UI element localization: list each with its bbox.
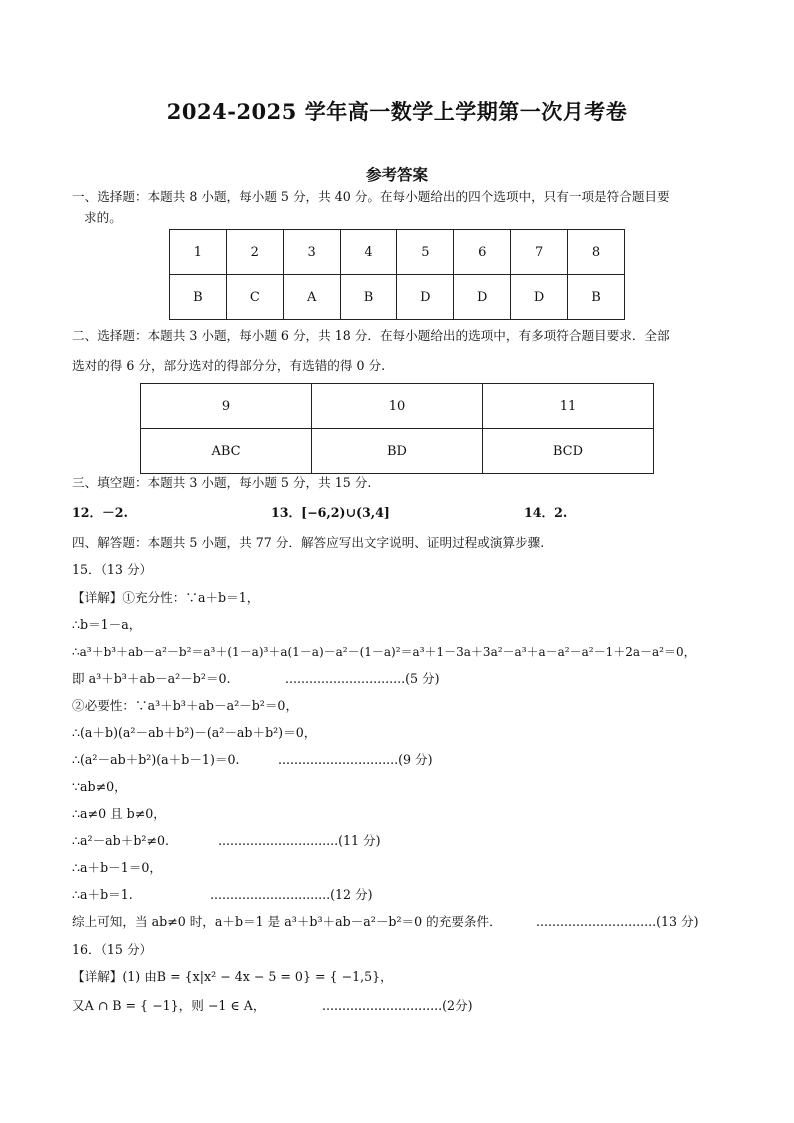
section2-intro-line1: 二、选择题：本题共 3 小题，每小题 6 分，共 18 分．在每小题给出的选项中，有多项符合题目要求．全部 — [72, 328, 670, 343]
answer-13: 13．[−6,2)∪(3,4] — [271, 505, 390, 520]
q15-line: ②必要性：∵a³＋b³＋ab－a²－b²＝0， — [72, 698, 299, 713]
page-title: 2024-2025 学年高一数学上学期第一次月考卷 — [166, 99, 628, 124]
q15-score: ..............................(13 分) — [536, 914, 699, 929]
q15-score: ..............................(11 分) — [218, 833, 381, 848]
table-cell: 5 — [397, 230, 454, 275]
q15-score: ..............................(5 分) — [285, 671, 440, 686]
table-cell: ABC — [141, 429, 312, 474]
q15-line: ∴a²－ab＋b²≠0. — [72, 833, 170, 848]
table-cell: 1 — [170, 230, 227, 275]
q15-line: ∴(a＋b)(a²－ab＋b²)－(a²－ab＋b²)＝0， — [72, 725, 317, 740]
q15-line: 即 a³＋b³＋ab－a²－b²＝0. — [72, 671, 231, 686]
table-cell: D — [511, 275, 568, 320]
table-cell: B — [340, 275, 397, 320]
section1-intro-line1: 一、选择题：本题共 8 小题，每小题 5 分，共 40 分。在每小题给出的四个选项中，只有一项是符合题目要 — [72, 189, 670, 204]
choice-answer-table-1 — [169, 229, 625, 320]
q15-score: ..............................(9 分) — [278, 752, 433, 767]
q15-score: ..............................(12 分) — [210, 887, 373, 902]
table-cell: D — [454, 275, 511, 320]
table-cell: 10 — [312, 384, 483, 429]
table-cell: B — [170, 275, 227, 320]
table-row — [141, 384, 654, 429]
table-row — [170, 230, 625, 275]
section4-intro: 四、解答题：本题共 5 小题，共 77 分．解答应写出文字说明、证明过程或演算步骤. — [72, 535, 545, 550]
table-cell: 3 — [283, 230, 340, 275]
q16-heading: 16．（15 分） — [72, 942, 153, 957]
q15-line: ∴a＋b＝1. — [72, 887, 133, 902]
table-row — [141, 429, 654, 474]
q15-line: 综上可知，当 ab≠0 时，a＋b＝1 是 a³＋b³＋ab－a²－b²＝0 的充要条件． — [72, 914, 502, 929]
section1-intro-line2: 求的。 — [84, 210, 122, 225]
section2-intro-line2: 选对的得 6 分，部分选对的得部分分，有选错的得 0 分. — [72, 358, 386, 373]
table-cell: BCD — [482, 429, 653, 474]
q15-line: ∵ab≠0， — [72, 779, 127, 794]
table-cell: D — [397, 275, 454, 320]
table-cell: 4 — [340, 230, 397, 275]
table-cell: 11 — [482, 384, 653, 429]
q15-line: ∴a≠0 且 b≠0， — [72, 806, 166, 821]
choice-answer-table-2 — [140, 383, 654, 474]
table-cell: B — [568, 275, 625, 320]
table-cell: 9 — [141, 384, 312, 429]
q15-heading: 15．（13 分） — [72, 562, 153, 577]
page-subtitle: 参考答案 — [365, 165, 428, 184]
q16-line: 又A ∩ B = { −1}，则 −1 ∈ A， — [72, 998, 266, 1013]
table-cell: BD — [312, 429, 483, 474]
table-cell: 7 — [511, 230, 568, 275]
q15-line: ∴b＝1－a， — [72, 617, 142, 632]
q16-line: 【详解】(1) 由B = {x|x² − 4x − 5 = 0} = { −1,5}， — [72, 969, 393, 984]
table-cell: 6 — [454, 230, 511, 275]
table-row — [170, 275, 625, 320]
q15-line: ∴a＋b－1＝0， — [72, 860, 162, 875]
q15-line: ∴a³＋b³＋ab－a²－b²＝a³＋(1－a)³＋a(1－a)－a²－(1－a)²＝a³＋1－3a＋3a²－a³＋a－a²－a²－1＋2a－a²＝0， — [72, 645, 696, 659]
table-cell: C — [226, 275, 283, 320]
q15-line: ∴(a²－ab＋b²)(a＋b－1)＝0. — [72, 752, 240, 767]
answer-14: 14．2. — [524, 505, 568, 520]
q15-line: 【详解】①充分性：∵a＋b＝1， — [72, 590, 260, 605]
table-cell: A — [283, 275, 340, 320]
answer-12: 12．－2. — [72, 505, 128, 520]
q16-score: ..............................(2分) — [322, 998, 473, 1013]
section3-intro: 三、填空题：本题共 3 小题，每小题 5 分，共 15 分. — [72, 475, 372, 490]
table-cell: 8 — [568, 230, 625, 275]
table-cell: 2 — [226, 230, 283, 275]
